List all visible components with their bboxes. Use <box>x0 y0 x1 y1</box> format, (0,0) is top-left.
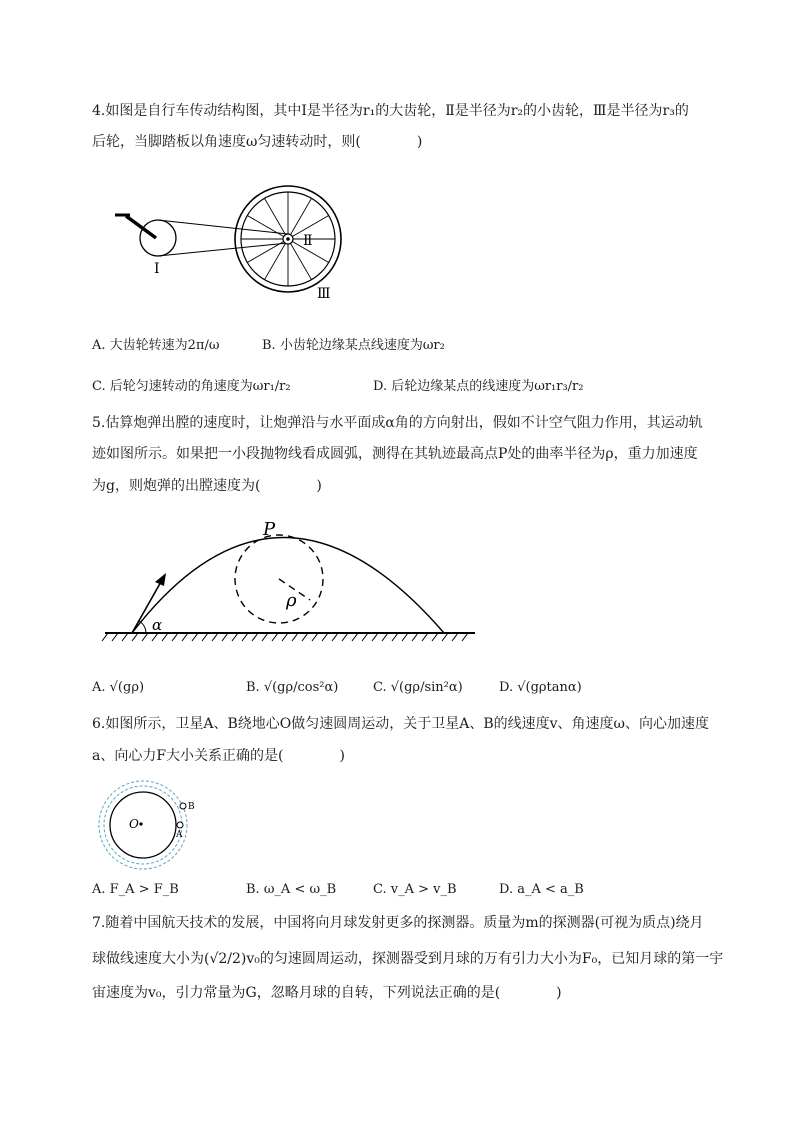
q5-option-d: D. √(gρtanα) <box>499 680 582 695</box>
label-top-point: P <box>263 519 276 540</box>
projectile-trajectory-diagram <box>100 510 480 650</box>
q4-option-c: C. 后轮匀速转动的角速度为ωr₁/r₂ <box>92 379 291 394</box>
label-small-gear: Ⅱ <box>303 233 313 249</box>
label-satellite-a: A <box>176 830 183 840</box>
q4-stem-line-2: 后轮，当脚踏板以角速度ω匀速转动时，则( ) <box>92 134 423 150</box>
q5-option-b: B. √(gρ/cos²α) <box>246 680 339 695</box>
q4-stem-line-1: 4.如图是自行车传动结构图，其中Ⅰ是半径为r₁的大齿轮，Ⅱ是半径为r₂的小齿轮，Ⅲ是半径为r₃的 <box>92 103 689 119</box>
q6-stem-line-2: a、向心力F大小关系正确的是( ) <box>92 748 345 764</box>
q5-option-c: C. √(gρ/sin²α) <box>373 680 463 695</box>
label-big-gear: Ⅰ <box>154 261 160 277</box>
label-rear-wheel: Ⅲ <box>317 286 331 302</box>
q4-option-b: B. 小齿轮边缘某点线速度为ωr₂ <box>262 338 445 353</box>
satellite-orbit-diagram <box>88 778 208 873</box>
q7-stem-line-2: 球做线速度大小为(√2/2)v₀的匀速圆周运动，探测器受到月球的万有引力大小为F₀，已知月球的第一宇 <box>92 951 724 967</box>
q6-option-b: B. ω_A < ω_B <box>246 882 337 897</box>
q4-option-d: D. 后轮边缘某点的线速度为ωr₁r₃/r₂ <box>373 379 584 394</box>
q5-stem-line-2: 迹如图所示。如果把一小段抛物线看成圆弧，测得在其轨迹最高点P处的曲率半径为ρ，重力加速度 <box>92 446 698 462</box>
label-satellite-b: B <box>188 802 195 812</box>
q6-option-a: A. F_A > F_B <box>92 882 179 897</box>
q6-option-c: C. v_A > v_B <box>373 882 457 897</box>
q6-option-d: D. a_A < a_B <box>499 882 584 897</box>
q5-option-a: A. √(gρ) <box>92 680 145 695</box>
q7-stem-line-1: 7.随着中国航天技术的发展，中国将向月球发射更多的探测器。质量为m的探测器(可视为质点)绕月 <box>92 915 704 931</box>
label-center-o: O <box>129 817 139 831</box>
q5-stem-line-3: 为g，则炮弹的出膛速度为( ) <box>92 478 322 494</box>
label-radius: ρ <box>286 590 297 611</box>
q5-stem-line-1: 5.估算炮弹出膛的速度时，让炮弹沿与水平面成α角的方向射出，假如不计空气阻力作用，其运动轨 <box>92 415 703 431</box>
q6-stem-line-1: 6.如图所示，卫星A、B绕地心O做匀速圆周运动，关于卫星A、B的线速度v、角速度ω、向心加速度 <box>92 716 709 732</box>
label-angle: α <box>152 616 163 634</box>
q7-stem-line-3: 宙速度为v₀，引力常量为G，忽略月球的自转，下列说法正确的是( ) <box>92 985 562 1001</box>
bicycle-transmission-diagram <box>110 180 350 305</box>
q4-option-a: A. 大齿轮转速为2π/ω <box>92 338 220 353</box>
